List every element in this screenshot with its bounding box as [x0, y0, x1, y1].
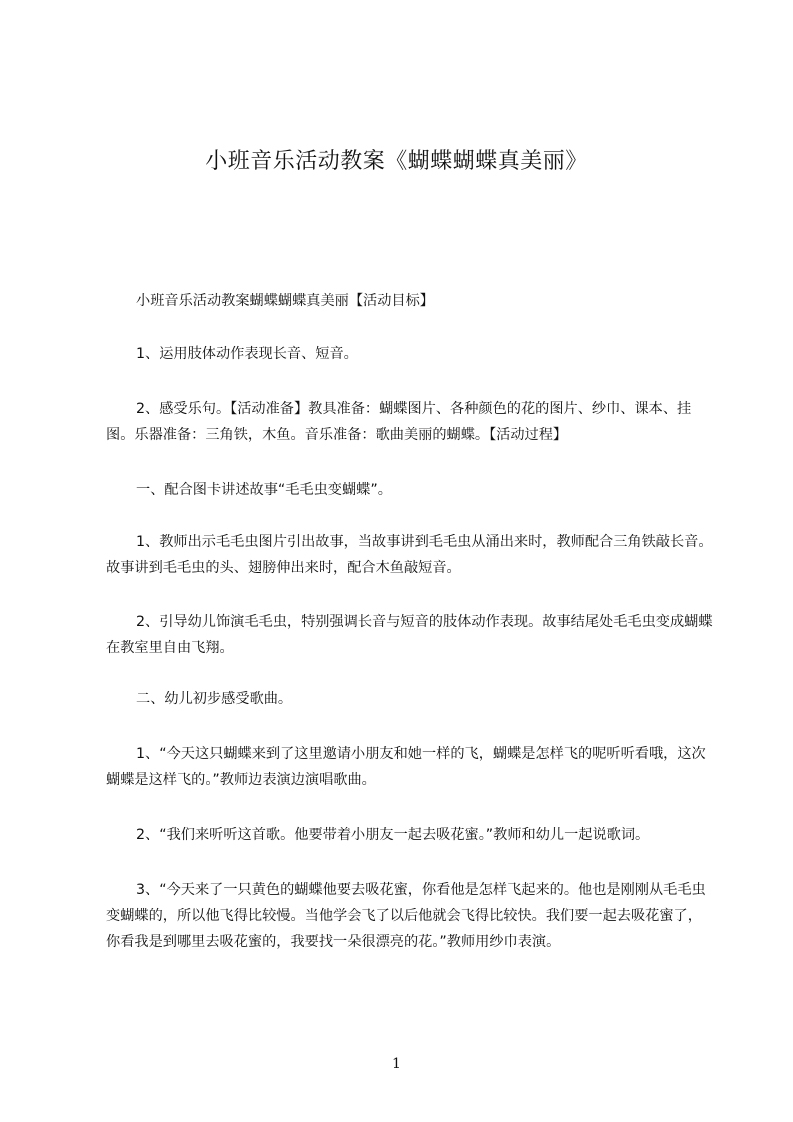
paragraph-goal-2-preparation: 2、感受乐句。【活动准备】教具准备：蝴蝶图片、各种颜色的花的图片、纱巾、课本、挂图。乐器准备：三角铁，木鱼。音乐准备：歌曲美丽的蝴蝶。【活动过程】	[106, 401, 692, 443]
page-number: 1	[392, 1056, 401, 1072]
paragraph-activity-goal: 小班音乐活动教案蝴蝶蝴蝶真美丽【活动目标】	[136, 293, 434, 309]
paragraph-step-2-heading: 二、幼儿初步感受歌曲。	[136, 691, 293, 707]
paragraph-step-2-3: 3、“今天来了一只黄色的蝴蝶他要去吸花蜜，你看他是怎样飞起来的。他也是刚刚从毛毛虫变蝴蝶的，所以他飞得比较慢。当他学会飞了以后他就会飞得比较快。我们要一起去吸花蜜了，你看我是到哪里去吸花蜜的，我要找一朵很漂亮的花。”教师用纱巾表演。	[106, 882, 706, 950]
paragraph-step-2-1: 1、“今天这只蝴蝶来到了这里邀请小朋友和她一样的飞，蝴蝶是怎样飞的呢听听看哦，这次蝴蝶是这样飞的。”教师边表演边演唱歌曲。	[106, 746, 706, 788]
paragraph-goal-1: 1、运用肢体动作表现长音、短音。	[136, 346, 358, 362]
paragraph-step-2-2: 2、“我们来听听这首歌。他要带着小朋友一起去吸花蜜。”教师和幼儿一起说歌词。	[136, 827, 650, 843]
paragraph-step-1-2: 2、引导幼儿饰演毛毛虫，特别强调长音与短音的肢体动作表现。故事结尾处毛毛虫变成蝴蝶在教室里自由飞翔。	[106, 614, 713, 656]
document-title: 小班音乐活动教案《蝴蝶蝴蝶真美丽》	[205, 149, 588, 174]
paragraph-step-1-1: 1、教师出示毛毛虫图片引出故事，当故事讲到毛毛虫从涌出来时，教师配合三角铁敲长音。故事讲到毛毛虫的头、翅膀伸出来时，配合木鱼敲短音。	[106, 534, 713, 576]
paragraph-step-1-heading: 一、配合图卡讲述故事“毛毛虫变蝴蝶”。	[136, 482, 392, 498]
